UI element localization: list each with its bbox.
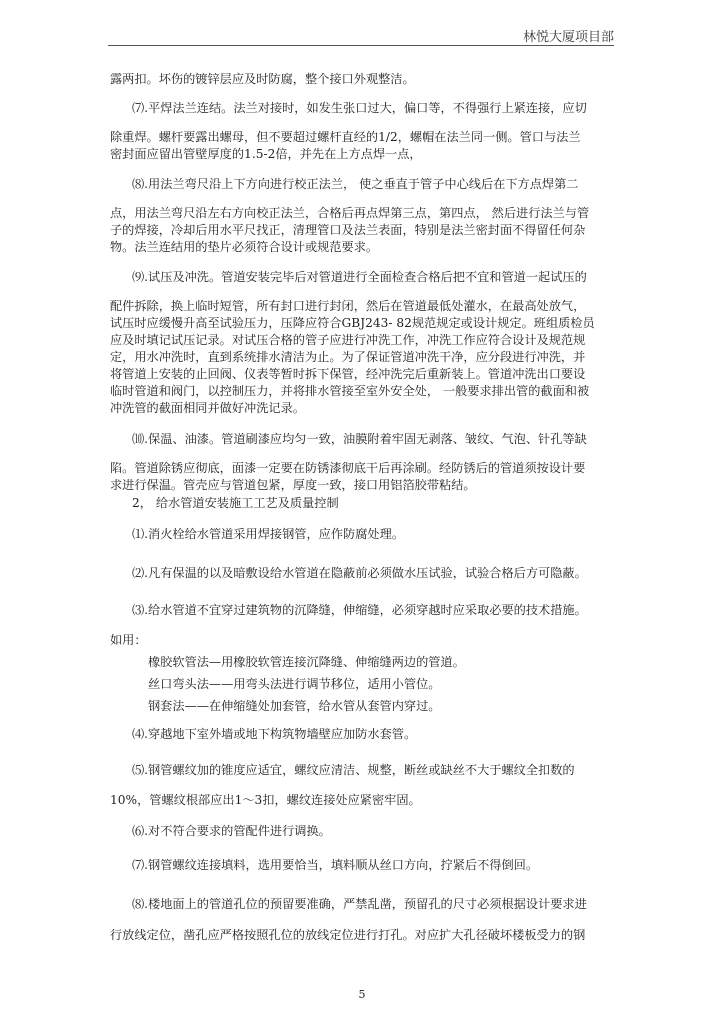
text-line: 橡胶软管法—用橡胶软管连接沉降缝、伸缩缝两边的管道。 [148,655,465,669]
text-line: 应及时填记试压记录。对试压合格的管子应进行冲洗工作，冲洗工作应符合设计及规范规 [110,333,586,347]
text-line: 点，用法兰弯尺沿左右方向校正法兰，合格后再点焊第三点，第四点， 然后进行法兰与管 [110,206,590,220]
text-line: ⑸.钢管螺纹加的锥度应适宜，螺纹应清洁、规整，断丝或缺丝不大于螺纹全扣数的 [132,763,575,777]
text-line: ⑶.给水管道不宜穿过建筑物的沉降缝，伸缩缝，必须穿越时应采取必要的技术措施。 [132,603,587,617]
text-line: 配件拆除，换上临时短管，所有封口进行封闭，然后在管道最低处灌水，在最高处放气， [110,299,586,313]
text-line: 陷。管道除锈应彻底，面漆一定要在防锈漆彻底干后再涂刷。经防锈后的管道须按设计要 [110,461,586,475]
text-line: 子的焊接，冷却后用水平尺找正，清理管口及法兰表面，特别是法兰密封面不得留任何杂 [110,223,586,237]
text-line: 行放线定位，凿孔应严格按照孔位的放线定位进行打孔。对应扩大孔径破坏楼板受力的钢 [110,928,586,942]
text-line: 除重焊。螺杆要露出螺母，但不要超过螺杆直经的1/2，螺帽在法兰同一侧。管口与法兰 [110,130,581,144]
text-line: 露两扣。坏伤的镀锌层应及时防腐，整个接口外观整洁。 [110,72,415,86]
text-line: 物。法兰连结用的垫片必须符合设计或规范要求。 [110,240,379,254]
text-line: ⑽.保温、油漆。管道刷漆应均匀一致，油膜附着牢固无剥落、皱纹、气泡、针孔等缺 [132,432,587,446]
text-line: ⑹.对不符合要求的管配件进行调换。 [132,824,331,838]
text-line: ⑷.穿越地下室外墙或地下构筑物墙壁应加防水套管。 [132,727,417,741]
text-line: ⑼.试压及冲洗。管道安装完毕后对管道进行全面检查合格后把不宜和管道一起试压的 [132,270,587,284]
section-heading: 2， 给水管道安装施工工艺及质量控制 [132,496,339,510]
text-line: 丝口弯头法——用弯头法进行调节移位，适用小管位。 [148,677,441,691]
text-line: 钢套法——在伸缩缝处加套管，给水管从套管内穿过。 [148,699,441,713]
text-line: 冲洗管的截面相同并做好冲洗记录。 [110,401,305,415]
text-line: 求进行保温。管壳应与管道包紧，厚度一致，接口用铝箔胶带粘结。 [110,478,476,492]
text-line: ⑺.平焊法兰连结。法兰对接时，如发生张口过大，偏口等，不得强行上紧连接，应切 [132,101,587,115]
text-line: ⑻.楼地面上的管道孔位的预留要准确，严禁乱凿，预留孔的尺寸必须根据设计要求进 [132,897,587,911]
text-line: 10%，管螺纹根部应出1～3扣，螺纹连接处应紧密牢固。 [110,793,421,807]
text-line: 试压时应缓慢升高至试验压力，压降应符合GBJ243- 82规范规定或设计规定。班组质检员 [110,316,595,330]
header-rule [108,45,614,46]
text-line: 临时管道和阀门，以控制压力，并将排水管接至室外安全处， 一般要求排出管的截面和被 [110,384,590,398]
text-line: 定，用水冲洗时，直到系统排水清洁为止。为了保证管道冲洗干净，应分段进行冲洗，并 [110,350,586,364]
text-line: 密封面应留出管壁厚度的1.5-2倍，并先在上方点焊一点， [110,147,422,161]
text-line: ⑵.凡有保温的以及暗敷设给水管道在隐蔽前必须做水压试验，试验合格后方可隐蔽。 [132,566,587,580]
page-header-title: 林悦大厦项目部 [522,30,614,45]
page-number: 5 [358,988,366,1001]
text-line: 将管道上安装的止回阀、仪表等暂时拆下保管，经冲洗完后重新装上。管道冲洗出口要设 [110,367,586,381]
text-line: ⑺.钢管螺纹连接填料，选用要恰当，填料顺从丝口方向，拧紧后不得倒回。 [132,858,539,872]
text-line: ⑴.消火栓给水管道采用焊接钢管，应作防腐处理。 [132,527,404,541]
text-line: ⑻.用法兰弯尺沿上下方向进行校正法兰， 使之垂直于管子中心线后在下方点焊第二 [132,177,579,191]
text-line: 如用： [110,633,147,647]
